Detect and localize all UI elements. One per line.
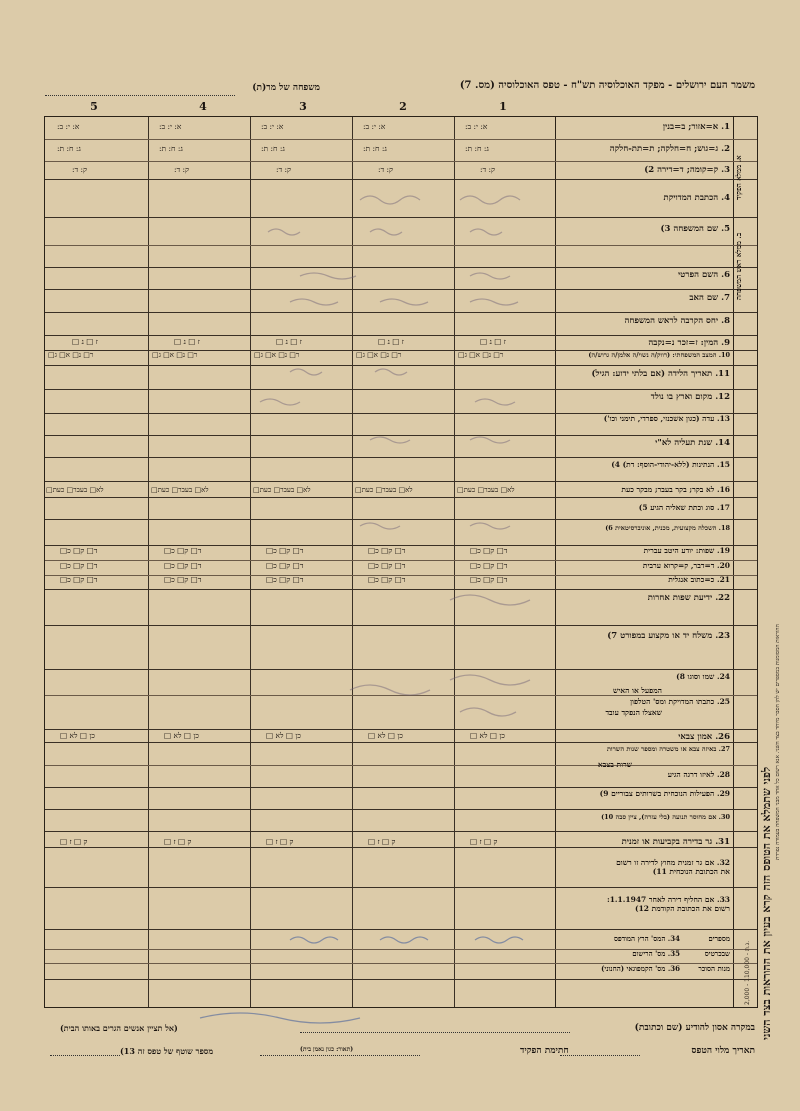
- cell-gender[interactable]: ז □ נ □: [72, 337, 98, 346]
- cell-residence[interactable]: ק □ ז □: [470, 837, 498, 846]
- pencil-stroke: [450, 675, 530, 685]
- row-label-army-which: 27. באיזה צבא או משטרה ומספר שנות השרות: [606, 745, 730, 753]
- row-label-employer-heading: המפעל או האיש: [613, 686, 662, 695]
- row-label-other-languages: 22. ידיעת שפות אחרות: [647, 593, 730, 603]
- row-label-army-service: שרות בצבא: [597, 760, 632, 769]
- cell-military[interactable]: כן □ לא □: [470, 731, 505, 740]
- cell-area-building[interactable]: א: י: ב:: [363, 122, 386, 131]
- form-serial-label: מספר שוטף של טפס זה 13): [120, 1046, 214, 1056]
- column-number-4: 4: [199, 100, 207, 113]
- cell-block-parcel[interactable]: ג: ח: ת:: [261, 144, 285, 153]
- row-label-area-building: 1. א=אזור; ב=בנין: [662, 122, 730, 132]
- row-label-floor-apartment: 3. ק=קומה; ד=דירה 2): [644, 165, 730, 175]
- side-section-b: ב. ממלא ראש המשפחה: [734, 232, 743, 300]
- officer-role-note: (תאור: כגון נאמן בית): [300, 1046, 354, 1053]
- row-label-marital-status: 10. המצב המשפחתי: (רווק/ה נשוי/ה אלמן/ה גרוש/ה): [588, 351, 730, 359]
- row-label-sugar-heading: מנות הסוכר: [698, 964, 730, 973]
- row-label-languages-hebrew: 19. שפות: יודע היטב עברית: [643, 546, 730, 555]
- form-title: משמר העם ירושלים - מפקד האוכלוסיה תש"ח - טפס האוכלוסיה (מס. 7): [459, 80, 755, 91]
- cell-marital[interactable]: ר□ נ□ א□ ג□: [152, 351, 198, 359]
- pencil-stroke: [460, 196, 520, 204]
- row-label-employer-heading-2: שאצלו הנפקד עובד: [605, 708, 662, 717]
- cell-lang-arabic[interactable]: ד□ ק□ כ□: [60, 561, 98, 570]
- row-label-disability: 30. אם מחוסר תנועה (בלי עזרה), ציין סבה 10): [601, 813, 730, 821]
- pencil-stroke: [470, 273, 510, 279]
- cell-floor-apartment[interactable]: ק: ד:: [72, 165, 88, 174]
- cell-floor-apartment[interactable]: ק: ד:: [378, 165, 394, 174]
- cell-lang-hebrew[interactable]: ד□ ק□ כ□: [60, 546, 98, 555]
- row-label-languages-arabic: 20. ד=דבר, ק=קרוא ערבית: [642, 561, 730, 570]
- pencil-stroke: [470, 229, 502, 235]
- pencil-stroke: [475, 399, 515, 405]
- pencil-stroke: [260, 399, 300, 405]
- pencil-stroke: [300, 273, 356, 279]
- cell-lang-hebrew[interactable]: ד□ ק□ כ□: [368, 546, 406, 555]
- pencil-stroke: [370, 229, 402, 235]
- cell-lang-arabic[interactable]: ד□ ק□ כ□: [368, 561, 406, 570]
- pencil-stroke: [450, 595, 530, 605]
- cell-lang-arabic[interactable]: ד□ ק□ כ□: [266, 561, 304, 570]
- row-label-relation: 8. יחס הקרבה לראש המשפחה: [624, 316, 730, 326]
- cell-floor-apartment[interactable]: ק: ד:: [276, 165, 292, 174]
- cell-area-building[interactable]: א: י: ב:: [261, 122, 284, 131]
- cell-school[interactable]: לא□ בעבר□ כעת□: [253, 486, 311, 494]
- pencil-stroke: [360, 196, 420, 204]
- cell-area-building[interactable]: א: י: ב:: [159, 122, 182, 131]
- cell-gender[interactable]: ז □ נ □: [378, 337, 404, 346]
- cell-floor-apartment[interactable]: ק: ד:: [480, 165, 496, 174]
- pencil-stroke: [380, 299, 428, 305]
- row-label-temp-address: 32. אם גר זמנית מחוץ לדירה זו רשום את הכתובת הנוכחית 11): [616, 858, 730, 876]
- row-label-school-attendance: 16. לא בקר; בקר בעבר; מבקר כעת: [621, 485, 730, 494]
- row-label-father-name: 7. שם האב: [689, 293, 730, 303]
- cell-school[interactable]: לא□ בעבר□ כעת□: [151, 486, 209, 494]
- row-label-previous-address: 33. אם החליף דירה לאחר 1.1.1947: רשום את הכתובת הקודמת 12): [606, 895, 730, 913]
- fill-date-label: תאריך מלוי הטפס: [691, 1046, 755, 1056]
- ink-stroke: [290, 937, 338, 943]
- row-label-serial-printed: 34. המס' הרץ המודפס: [613, 934, 680, 943]
- row-label-languages-english: 21. כ=כתוב אנגלית: [668, 575, 730, 584]
- cell-marital[interactable]: ר□ נ□ א□ ג□: [356, 351, 402, 359]
- cell-school[interactable]: לא□ בעבר□ כעת□: [355, 486, 413, 494]
- row-label-occupation: 23. משלח יד או מקצוע במפורט 7): [607, 631, 730, 641]
- cell-residence[interactable]: ק □ ז □: [164, 837, 192, 846]
- pencil-stroke: [460, 708, 516, 716]
- cell-military[interactable]: כן □ לא □: [60, 731, 95, 740]
- cell-gender[interactable]: ז □ נ □: [480, 337, 506, 346]
- row-label-employer-address: 25. כתבתו המדויקת ומס' הטלפון: [630, 697, 730, 706]
- cell-residence[interactable]: ק □ ז □: [368, 837, 396, 846]
- pencil-stroke: [375, 369, 407, 375]
- pencil-stroke: [290, 299, 338, 305]
- print-stamp: 2,000 - 110,000 - ג.ת.: [744, 940, 751, 1005]
- row-label-school-class: 17. סוג וכתת שאליה הגיע 5): [638, 503, 730, 512]
- side-instruction-main: לפני שתמלא את הטופס הזה קרא בעיון את ההוראות בצד השני: [760, 766, 773, 1040]
- cell-block-parcel[interactable]: ג: ח: ת:: [159, 144, 183, 153]
- cell-lang-hebrew[interactable]: ד□ ק□ כ□: [164, 546, 202, 555]
- row-label-employer-name: 24. שמו וסוגו 8): [676, 672, 730, 681]
- cell-area-building[interactable]: א: י: ב:: [57, 122, 80, 131]
- pencil-stroke: [470, 299, 518, 305]
- emergency-contact-note: (אל תציין אנשים הגרים באותו הבית): [60, 1023, 178, 1033]
- officer-signature-label: חתימת הפקיד: [520, 1046, 569, 1056]
- cell-marital[interactable]: ר□ נ□ א□ ג□: [48, 351, 94, 359]
- row-label-family-name: 5. שם המשפחה 3): [660, 224, 730, 234]
- row-label-block-parcel: 2. ג=גוש; ח=חלקה; ת=תת-חלקה: [609, 144, 730, 154]
- cell-gender[interactable]: ז □ נ □: [174, 337, 200, 346]
- emergency-contact-label: במקרה אסון להודיע (שם וכתובת): [634, 1023, 755, 1033]
- row-label-birth-place: 12. מקום וארץ בו נולד: [650, 392, 730, 402]
- ink-stroke: [475, 937, 523, 943]
- ink-stroke: [380, 937, 428, 943]
- pencil-stroke: [290, 369, 322, 375]
- cell-lang-english[interactable]: ד□ ק□ כ□: [266, 575, 304, 584]
- column-number-3: 3: [299, 100, 307, 113]
- row-label-immigration-year: 14. שנת תעליה לא"י: [655, 438, 730, 448]
- cell-residence[interactable]: ק □ ז □: [60, 837, 88, 846]
- row-label-grocer-no: 36. מס' הקמפוגאי (החנוני): [601, 964, 680, 973]
- cell-lang-hebrew[interactable]: ד□ ק□ כ□: [470, 546, 508, 555]
- column-number-5: 5: [90, 100, 98, 113]
- pencil-stroke: [350, 685, 430, 695]
- row-label-card-heading: שבכרטיס: [704, 949, 730, 958]
- cell-block-parcel[interactable]: ג: ח: ת:: [363, 144, 387, 153]
- cell-military[interactable]: כן □ לא □: [368, 731, 403, 740]
- cell-floor-apartment[interactable]: ק: ד:: [174, 165, 190, 174]
- cell-lang-english[interactable]: ד□ ק□ כ□: [164, 575, 202, 584]
- pencil-stroke: [268, 229, 300, 235]
- cell-marital[interactable]: ר□ נ□ א□ ג□: [458, 351, 504, 359]
- officer-signature-field[interactable]: [260, 1055, 420, 1056]
- row-label-first-name: 6. השם הפרטי: [677, 270, 730, 280]
- form-serial-field[interactable]: [50, 1055, 120, 1056]
- column-number-1: 1: [499, 100, 507, 113]
- row-label-citizenship: 15. הנתינות (ללא-יהודי-הוסף: דת) 4): [611, 460, 730, 469]
- row-label-higher-education: 18. השכלה מקצועית, מכנית, אוניברסיטאית 6): [605, 524, 730, 532]
- row-label-residence-type: 31. גר בדירה בקביעות או זמנית: [621, 837, 730, 847]
- cell-military[interactable]: כן □ לא □: [164, 731, 199, 740]
- row-label-army-rank: 28. לאיזו דרגה הגיע: [667, 770, 730, 779]
- ink-stroke: [200, 1013, 360, 1023]
- cell-block-parcel[interactable]: ג: ח: ת:: [57, 144, 81, 153]
- pencil-stroke: [370, 437, 410, 443]
- cell-lang-arabic[interactable]: ד□ ק□ כ□: [164, 561, 202, 570]
- row-label-public-service: 29. הפעילות הנוכחית בשרותים צבוריים 9): [599, 789, 730, 798]
- column-number-2: 2: [399, 100, 407, 113]
- cell-block-parcel[interactable]: ג: ח: ת:: [465, 144, 489, 153]
- cell-military[interactable]: כן □ לא □: [266, 731, 301, 740]
- row-label-numbers-heading: מספרים: [708, 934, 730, 943]
- cell-residence[interactable]: ק □ ז □: [266, 837, 294, 846]
- cell-marital[interactable]: ר□ נ□ א□ ג□: [254, 351, 300, 359]
- cell-school[interactable]: לא□ בעבר□ כעת□: [457, 486, 515, 494]
- cell-area-building[interactable]: א: י: ב:: [465, 122, 488, 131]
- row-label-community: 13. עדה (כגון אשכנזי, ספרדי, תימני וכו'): [603, 414, 730, 423]
- cell-lang-english[interactable]: ד□ ק□ כ□: [368, 575, 406, 584]
- row-label-gender: 9. המין: ז=זכר נ=נקבה: [648, 338, 730, 348]
- pencil-stroke: [470, 437, 510, 443]
- row-label-military-training: 26. אמון צבאי: [678, 732, 730, 742]
- cell-lang-english[interactable]: ד□ ק□ כ□: [470, 575, 508, 584]
- pencil-stroke: [470, 523, 510, 529]
- cell-gender[interactable]: ז □ נ □: [276, 337, 302, 346]
- emergency-contact-field[interactable]: [300, 1032, 570, 1033]
- side-instruction-sub: ההוראות המסומנות במספרים יש להן הסבר מיוחד בצד השני. אנא רשום כל אחד מבני המשפחה בעמודה נפרדת: [775, 624, 781, 860]
- pencil-stroke: [360, 523, 400, 529]
- row-label-exact-address: 4. הכתבת המדויקת: [663, 193, 730, 203]
- cell-school[interactable]: לא□ בעבר□ כעת□: [46, 486, 104, 494]
- row-label-birth-date: 11. תאריך הלידה (אם בלתי ידוע: הגיל): [591, 369, 730, 379]
- fill-date-field[interactable]: [560, 1055, 640, 1056]
- side-section-a: א. ממלא הפקיד: [734, 155, 743, 200]
- cell-lang-hebrew[interactable]: ד□ ק□ כ□: [266, 546, 304, 555]
- row-label-registration-no: 35. מס' הרישום: [632, 949, 680, 958]
- family-label: משפחה של מר(ת): [252, 83, 320, 93]
- cell-lang-arabic[interactable]: ד□ ק□ כ□: [470, 561, 508, 570]
- cell-lang-english[interactable]: ד□ ק□ כ□: [60, 575, 98, 584]
